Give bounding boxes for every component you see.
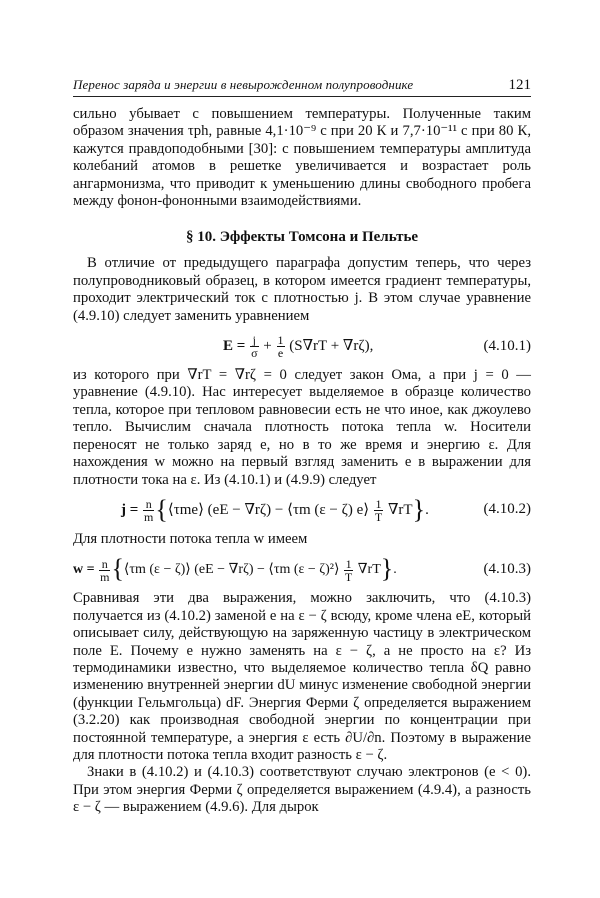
eq3-close-brace: } — [380, 554, 394, 584]
equation-4-10-3: w = $\frac{n}{m}$ {⟨τm (ε − ζ)⟩ (eE − ∇rζ) − ⟨τm (ε − ζ)²⟩ $\frac{1}{T}$ ∇rT}. (4.10.3) — [73, 554, 531, 584]
paragraph-3: из которого при ∇rT = ∇rζ = 0 следует закон Ома, а при j = 0 — уравнение (4.9.10). Нас интересует выделяемое в образце количество тепла, которое при тепловом равновесии есть не что иное, как джоулево тепло. Вычислим сначала плотность потока тепла w. Носители переносят не только заряд e, но в то же время и энергию ε. Для нахождения w можно на первый взгляд заменить e в выражении для плотности тока на ε. Из (4.10.1) и (4.9.9) следует — [73, 367, 531, 488]
eq3-open-brace: { — [111, 554, 124, 584]
eq2-open-brace: { — [155, 494, 168, 524]
page-number: 121 — [508, 77, 531, 93]
eq2-frac2-den: T — [374, 509, 383, 524]
paragraph-5: Сравнивая эти два выражения, можно заключить, что (4.10.3) получается из (4.10.2) заменой e на ε − ζ всюду, кроме члена eE, который описывает силу, действующую на заряженную частицу в электрическом поле E. Почему e нужно заменять на ε − ζ, а не просто на ε? Из термодинамики известно, что выделяемое количество тепла δQ равно изменению внутренней энергии dU минус изменение свободной энергии (функции Гельмгольца) dF. Энергия Ферми ζ определяется выражением (3.2.20) как производная свободной энергии по концентрации при постоянной температуре, а энергия ε есть ∂U/∂n. Поэтому в выражение для плотности потока тепла входит разность ε − ζ. — [73, 590, 531, 763]
eq2-tail: ∇rT — [387, 501, 413, 518]
eq3-frac2-num: 1 — [345, 556, 352, 571]
equation-4-10-1: E = $\frac{j}{\sigma}$ + $\frac{1}{e}$ (S∇rT + ∇rζ), (4.10.1) — [223, 332, 531, 360]
eq3-lhs: w = — [73, 562, 99, 578]
eq2-frac2-num: 1 — [375, 496, 382, 511]
running-header-title: Перенос заряда и энергии в невырожденном полупроводнике — [73, 77, 414, 92]
paragraph-4: Для плотности потока тепла w имеем — [73, 530, 308, 547]
eq2-close-brace: } — [412, 494, 426, 524]
paragraph-6: Знаки в (4.10.2) и (4.10.3) соответствуют случаю электронов (e < 0). При этом энергия Ферми ζ определяется выражением (4.9.4), а разность ε − ζ — выражением (4.9.6). Для дырок — [73, 764, 531, 816]
equation-4-10-2: j = $\frac{n}{m}$ {⟨τme⟩ (eE − ∇rζ) − ⟨τm (ε − ζ) e⟩ $\frac{1}{T}$ ∇rT}. (4.10.2) — [121, 494, 531, 524]
eq3-number: (4.10.3) — [483, 560, 531, 577]
eq3-frac2-den: T — [344, 569, 353, 584]
page-body — [73, 106, 531, 817]
eq1-rest: (S∇rT + ∇rζ), — [289, 337, 374, 354]
eq3-tail: ∇rT — [357, 562, 381, 578]
section-heading: § 10. Эффекты Томсона и Пельтье — [185, 229, 419, 246]
eq2-body: ⟨τme⟩ (eE − ∇rζ) − ⟨τm (ε − ζ) e⟩ — [167, 501, 370, 518]
eq1-frac2-num: 1 — [277, 332, 284, 347]
eq2-lhs: j = — [121, 501, 143, 518]
eq1-frac1-num: j — [250, 334, 258, 347]
paragraph-1: сильно убывает с повышением температуры. Полученные таким образом значения τph, равные 4,1·10⁻⁹ с при 20 К и 7,7·10⁻¹¹ с при 80 К, кажутся правдоподобными [30]: с повышением температуры амплитуда колебаний атомов в решетке увеличивается и возрастает роль ангармонизма, что приводит к уменьшению длины свободного пробега между фонон-фононными взаимодействиями. — [73, 106, 531, 210]
paragraph-2: В отличие от предыдущего параграфа допустим теперь, что через полупроводниковый образец, в котором имеется градиент температуры, проходит электрический ток с плотностью j. В этом случае уравнение (4.9.10) следует заменить уравнением — [73, 255, 531, 324]
eq2-number: (4.10.2) — [483, 501, 531, 518]
eq1-frac2-den: e — [277, 345, 284, 360]
running-header — [73, 70, 531, 97]
eq3-frac1-num: n — [99, 558, 110, 571]
eq3-body: ⟨τm (ε − ζ)⟩ (eE − ∇rζ) − ⟨τm (ε − ζ)²⟩ — [123, 562, 340, 578]
eq1-number: (4.10.1) — [483, 337, 531, 354]
eq2-frac1-den: m — [144, 509, 154, 524]
eq3-frac1-den: m — [100, 569, 110, 584]
eq1-lhs: E = — [223, 337, 250, 354]
eq2-frac1-num: n — [143, 498, 154, 511]
eq1-frac1-den: σ — [251, 345, 258, 360]
